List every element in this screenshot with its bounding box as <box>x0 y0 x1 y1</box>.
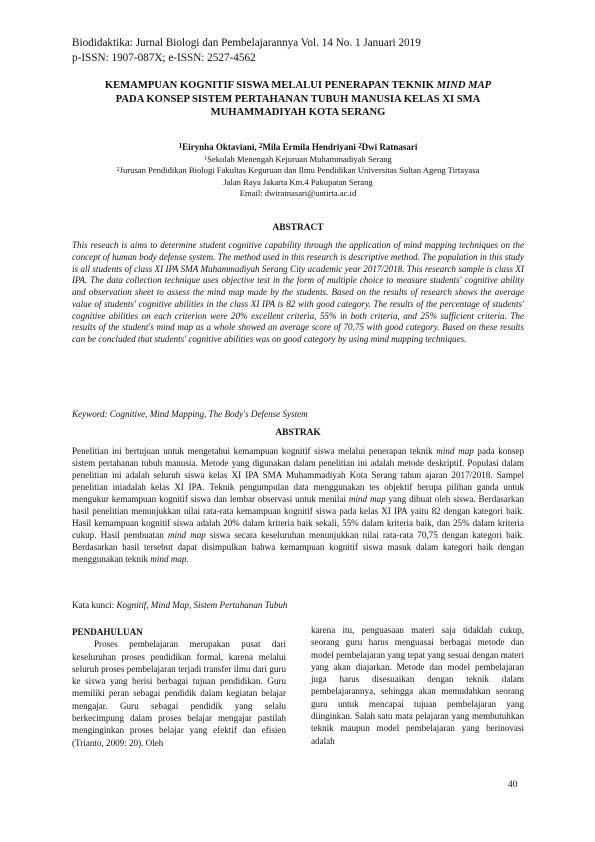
abstract-en-heading: ABSTRACT <box>272 223 324 233</box>
title-line-1-italic: MIND MAP <box>436 80 492 91</box>
keywords-id-list: Kognitif, Mind Map, Sistem Pertahanan Tubuh <box>116 600 288 610</box>
author-1-sup: 1 <box>178 142 183 150</box>
affiliation-1-text: Sekolah Menengah Kejuruan Muhammadiyah Serang <box>207 154 392 164</box>
keywords-id <box>72 600 287 610</box>
affiliation-1-sup: 1 <box>204 156 208 162</box>
abstract-id-italic-1: mind map <box>436 446 474 456</box>
intro-left-text: Proses pembelajaran merupakan pusat dari keseluruhan proses pendidikan formal, karena melalui seluruh proses pembelajaran terjadi transfer ilmu dari guru ke siswa yang berisi berbagai tujuan pendidikan. Guru memiliki peran sebagai pendidik dalam kegiatan belajar mengajar. Guru sebagai pendidik yang selalu berkecimpung dalam proses belajar mengajar pastilah menginginkan proses belajar yang efektif dan efisien (Trianto, 2009: 20). Oleh <box>72 639 286 748</box>
issn-line: p-ISSN: 1907-087X; e-ISSN: 2527-4562 <box>72 52 256 64</box>
keywords-id-label: Kata kunci: <box>72 600 117 610</box>
abstract-id-part-2: pada konsep sistem pertahanan tubuh manusia. Metode yang digunakan dalam penelitian ini adalah metode deskriptif. Populasi dalam penelitian ini adalah seluruh siswa kelas XI IPA SMA Muhammadiyah Kota Serang tahun ajaran 2017/2018. Sampel penelitian iniadalah kelas XI IPA. Teknik pengumpulan data menggunakan tes objektif berupa pilihan ganda untuk mengukur kemampuan kognitif siswa dan lembar observasi untuk menilai <box>72 446 525 504</box>
affiliation-2 <box>60 165 536 176</box>
affiliation-2-sup: 2 <box>116 167 120 174</box>
author-3-sup: 2 <box>358 142 362 150</box>
paper-title <box>60 79 536 120</box>
keywords-en: Keyword: Cognitive, Mind Mapping, The Body's Defense System <box>72 409 308 419</box>
abstract-en-body: This reseach is aims to determine student cognitive capability through the application of mind mapping techniques on the concept of human body defense system. The method used in this research is descriptive method. The population in this study is all students of class XI IPA SMA Muhammadiyah Serang City academic year 2017/2018. This research sample is class XI IPA. The data collection technique uses objective test in the form of multiple choice to measure students' cognitive ability and observation sheet to assess the mind map made by the students. Based on the results of research shows the average value of students' cognitive abilities in the class XI IPA is 82 with good category. The results of the percentage of students' cognitive abilities on each criterion were 20% excellent criteria, 55% in both criteria, and 25% sufficient criteria. The results of the student's mind map as a whole showed an average score of 70.75 with good category. Based on these results can be concluded that students' cognitive abilities was on good category by using mind mapping techniques. <box>72 240 524 344</box>
abstract-id-part-4: siswa secara keseluruhan menunjukkan nilai rata-rata 70,75 dengan kategori baik. Berdasarkan hasil tersebut dapat disimpulkan bahwa kemampuan kognitif siswa masuk dalam kategori baik dengan menggunakan teknik <box>72 529 525 564</box>
affiliation-2-text: Jurusan Pendidikan Biologi Fakultas Keguruan dan Ilmu Pendidikan Universitas Sultan Ageng Tirtayasa <box>119 165 480 176</box>
intro-heading: PENDAHULUAN <box>72 627 143 637</box>
intro-left-column <box>72 626 286 749</box>
title-line-1-text: KEMAMPUAN KOGNITIF SISWA MELALUI PENERAPAN TEKNIK <box>104 80 437 91</box>
author-2-sup: 2 <box>258 142 263 150</box>
abstract-id-part-3: yang dibuat oleh siswa. Berdasarkan hasil penelitian menunjukkan nilai rata-rata kemampuan kognitif siswa pada kelas XI IPA yaitu 82 dengan kategori baik. Hasil kemampuan kognitif siswa adalah 20% dalam kriteria baik sekali, 55% dalam kriteria baik, dan 25% dalam kriteria cukup. Hasil pembuatan <box>72 493 525 540</box>
abstract-id-italic-2: mind map <box>348 493 386 504</box>
affiliation-address: Jalan Raya Jakarta Km.4 Pakupatan Serang <box>223 176 373 187</box>
intro-right-column: karena itu, penguasaan materi saja tidaklah cukup, seorang guru harus menguasai berbagai metode dan model pembelajaran yang tepat yang sesuai dengan materi yang akan diajarkan. Metode dan model pembelajaran juga harus disesuaikan dengan teknik dalam pembelajarannya, sehingga akan memudahkan seorang guru untuk mencapai tujuan pembelajaran yang diinginkan. Salah satu mata pelajaran yang membutuhkan teknik maupun model pembelajaran yang berinovasi adalah <box>311 625 524 746</box>
author-1: Eirynha Oktaviani, <box>182 142 259 152</box>
affiliations <box>60 154 536 200</box>
title-line-1 <box>60 79 536 93</box>
title-line-2: PADA KONSEP SISTEM PERTAHANAN TUBUH MANUSIA KELAS XI SMA <box>115 93 481 105</box>
contact-email: Email: dwiratnasari@untirta.ac.id <box>239 188 357 199</box>
author-3: Dwi Ratnasari <box>361 142 418 152</box>
page-number: 40 <box>508 780 518 790</box>
abstract-id-heading: ABSTRAK <box>275 428 321 438</box>
abstract-id-body <box>72 446 524 566</box>
journal-line: Biodidaktika: Jurnal Biologi dan Pembelajarannya Vol. 14 No. 1 Januari 2019 <box>72 37 421 49</box>
affiliation-1 <box>60 154 536 165</box>
author-list <box>60 141 536 153</box>
abstract-id-part-1: Penelitian ini bertujuan untuk mengetahui kemampuan kognitif siswa melalui penerapan teknik <box>72 446 437 456</box>
abstract-id-italic-4: mind map. <box>150 553 189 564</box>
abstract-id-italic-3: mind map <box>167 529 206 540</box>
journal-header <box>72 36 421 66</box>
author-2: Mila Ermila Hendriyani <box>262 142 359 152</box>
title-line-3: MUHAMMADIYAH KOTA SERANG <box>210 107 386 118</box>
